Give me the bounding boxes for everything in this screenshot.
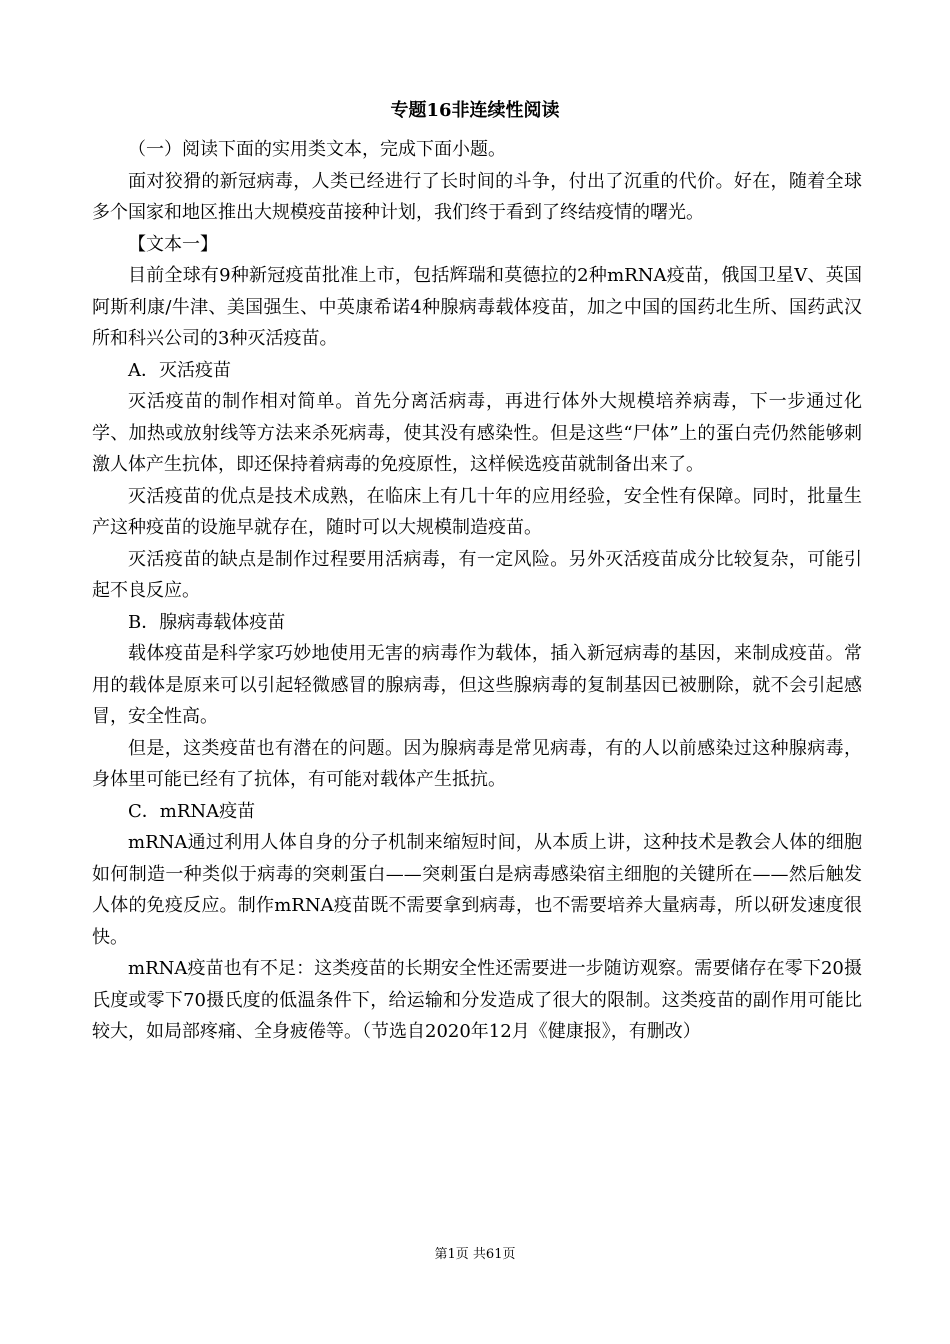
paragraph-mrna-method: mRNA通过利用人体自身的分子机制来缩短时间，从本质上讲，这种技术是教会人体的细胞如何制造一种类似于病毒的突刺蛋白——突刺蛋白是病毒感染宿主细胞的关键所在——然后触发人体的免疫反应。制作mRNA疫苗既不需要拿到病毒，也不需要培养大量病毒，所以研发速度很快。	[92, 832, 862, 948]
subheading-mrna: C．mRNA疫苗	[128, 800, 256, 822]
intro-paragraph: 面对狡猾的新冠病毒，人类已经进行了长时间的斗争，付出了沉重的代价。好在，随着全球多个国家和地区推出大规模疫苗接种计划，我们终于看到了终结疫情的曙光。	[92, 170, 862, 223]
subheading-inactivated: A．灭活疫苗	[128, 359, 231, 381]
text-one-heading: 【文本一】	[128, 233, 218, 255]
vaccine-overview-paragraph: 目前全球有9种新冠疫苗批准上市，包括辉瑞和莫德拉的2种mRNA疫苗，俄国卫星V、英国阿斯利康/牛津、美国强生、中英康希诺4种腺病毒载体疫苗，加之中国的国药北生所、国药武汉所和科兴公司的3种灭活疫苗。	[92, 265, 862, 349]
paragraph-inactivated-pros: 灭活疫苗的优点是技术成熟，在临床上有几十年的应用经验，安全性有保障。同时，批量生产这种疫苗的设施早就存在，随时可以大规模制造疫苗。	[92, 485, 862, 538]
paragraph-adenovirus-issues: 但是，这类疫苗也有潜在的问题。因为腺病毒是常见病毒，有的人以前感染过这种腺病毒，身体里可能已经有了抗体，有可能对载体产生抵抗。	[92, 737, 862, 790]
subheading-adenovirus: B．腺病毒载体疫苗	[128, 611, 286, 633]
page-number-footer: 第1页 共61页	[434, 1247, 516, 1262]
section-instruction: （一）阅读下面的实用类文本，完成下面小题。	[128, 139, 506, 160]
paragraph-inactivated-process: 灭活疫苗的制作相对简单。首先分离活病毒，再进行体外大规模培养病毒，下一步通过化学、加热或放射线等方法来杀死病毒，使其没有感染性。但是这些“尸体”上的蛋白壳仍然能够刺激人体产生抗体，即还保持着病毒的免疫原性，这样候选疫苗就制备出来了。	[92, 391, 862, 475]
paragraph-mrna-cons: mRNA疫苗也有不足：这类疫苗的长期安全性还需要进一步随访观察。需要储存在零下20摄氏度或零下70摄氏度的低温条件下，给运输和分发造成了很大的限制。这类疫苗的副作用可能比较大，如局部疼痛、全身疲倦等。（节选自2020年12月《健康报》，有删改）	[92, 958, 862, 1042]
paragraph-inactivated-cons: 灭活疫苗的缺点是制作过程要用活病毒，有一定风险。另外灭活疫苗成分比较复杂，可能引起不良反应。	[92, 548, 862, 601]
document-body	[92, 134, 862, 1048]
page-title: 专题16非连续性阅读	[390, 100, 560, 121]
paragraph-adenovirus-method: 载体疫苗是科学家巧妙地使用无害的病毒作为载体，插入新冠病毒的基因，来制成疫苗。常用的载体是原来可以引起轻微感冒的腺病毒，但这些腺病毒的复制基因已被删除，就不会引起感冒，安全性高。	[92, 643, 862, 727]
